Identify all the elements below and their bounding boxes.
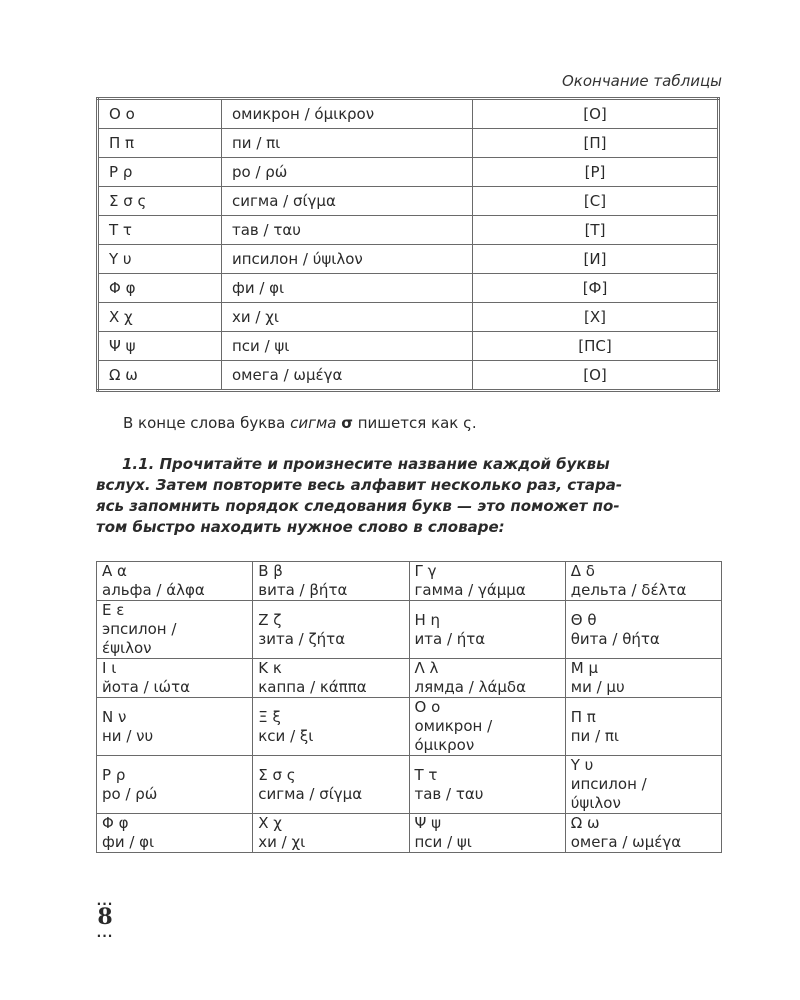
letter-cell bbox=[565, 659, 721, 698]
page-dots-top: ... bbox=[96, 894, 114, 908]
letter-cell bbox=[253, 601, 409, 659]
letter-cell: Υ υ bbox=[98, 245, 222, 274]
letter-cell bbox=[253, 562, 409, 601]
page-dots-bottom: ... bbox=[96, 926, 114, 940]
cell-name: гамма / γάμμα bbox=[414, 581, 526, 599]
letter-cell: Ο ο bbox=[98, 99, 222, 129]
cell-name: лямда / λάμδα bbox=[414, 678, 526, 696]
cell-name: ни / νυ bbox=[102, 726, 154, 745]
table-row bbox=[98, 216, 719, 245]
letter-cell bbox=[253, 659, 409, 698]
letter-cell bbox=[565, 814, 721, 853]
cell-name-cont: όμικρον bbox=[414, 736, 475, 754]
letter-cell: Π π bbox=[98, 129, 222, 158]
page-number-value: 8 bbox=[97, 904, 113, 930]
cell-letter: Ο ο bbox=[414, 698, 441, 716]
cell-letter: Θ θ bbox=[570, 610, 597, 629]
letter-cell bbox=[97, 601, 253, 659]
cell-letter: Α α bbox=[102, 562, 127, 580]
name-cell: ро / ρώ bbox=[222, 158, 473, 187]
table-row bbox=[98, 303, 719, 332]
letter-cell bbox=[97, 562, 253, 601]
note-italic-word: сигма bbox=[290, 414, 337, 432]
cell-name: пси / ψι bbox=[414, 833, 472, 851]
letter-cell bbox=[97, 814, 253, 853]
continuation-label: Окончание таблицы bbox=[561, 72, 722, 90]
cell-letter: Υ υ bbox=[570, 756, 594, 774]
page-number bbox=[94, 894, 116, 940]
sound-cell: [ПС] bbox=[473, 332, 719, 361]
sound-cell: [Т] bbox=[473, 216, 719, 245]
cell-name: зита / ζήτα bbox=[258, 629, 346, 648]
cell-name-cont: ύψιλον bbox=[570, 794, 621, 812]
cell-letter: Η η bbox=[414, 610, 441, 629]
sound-cell: [О] bbox=[473, 99, 719, 129]
cell-letter: Σ σ ς bbox=[258, 765, 296, 784]
letter-cell bbox=[253, 814, 409, 853]
cell-name: вита / βήτα bbox=[258, 581, 348, 599]
cell-letter: Ε ε bbox=[102, 601, 125, 619]
cell-letter: Χ χ bbox=[258, 814, 282, 832]
cell-letter: Λ λ bbox=[414, 659, 439, 677]
cell-letter: Ρ ρ bbox=[102, 765, 126, 784]
cell-letter: Μ μ bbox=[570, 659, 599, 677]
letter-cell bbox=[409, 814, 565, 853]
letter-cell: Χ χ bbox=[98, 303, 222, 332]
cell-name: альфа / άλφα bbox=[102, 581, 205, 599]
exercise-line: 1.1. Прочитайте и произнесите название каждой буквы bbox=[122, 455, 610, 473]
cell-name: кси / ξι bbox=[258, 726, 314, 745]
letter-cell: Ψ ψ bbox=[98, 332, 222, 361]
cell-name: ми / μυ bbox=[570, 678, 625, 696]
letter-cell: Φ φ bbox=[98, 274, 222, 303]
alphabet-grid-table bbox=[96, 561, 722, 853]
cell-name: θита / θήτα bbox=[570, 629, 660, 648]
letter-cell bbox=[565, 562, 721, 601]
table-row bbox=[98, 332, 719, 361]
cell-name: хи / χι bbox=[258, 833, 306, 851]
cell-name: йота / ιώτα bbox=[102, 678, 191, 696]
exercise-line: вслух. Затем повторите весь алфавит несколько раз, стара- bbox=[96, 476, 623, 494]
name-cell: омикрон / όμικρον bbox=[222, 99, 473, 129]
cell-name: фи / φι bbox=[102, 833, 155, 851]
cell-letter: Ι ι bbox=[102, 659, 117, 677]
cell-letter: Φ φ bbox=[102, 814, 129, 832]
alphabet-table-continuation bbox=[96, 97, 720, 392]
table-row bbox=[98, 274, 719, 303]
letter-cell bbox=[97, 659, 253, 698]
cell-name: пи / πι bbox=[570, 726, 620, 745]
letter-cell bbox=[409, 659, 565, 698]
table-row bbox=[98, 245, 719, 274]
exercise-instruction bbox=[96, 454, 720, 538]
letter-cell bbox=[409, 756, 565, 814]
cell-letter: Γ γ bbox=[414, 562, 437, 580]
cell-name: ипсилон / bbox=[570, 775, 647, 793]
table-row bbox=[97, 698, 722, 756]
sound-cell: [П] bbox=[473, 129, 719, 158]
cell-letter: Β β bbox=[258, 562, 283, 580]
sound-cell: [Х] bbox=[473, 303, 719, 332]
table-row bbox=[97, 562, 722, 601]
cell-letter: Ψ ψ bbox=[414, 814, 441, 832]
cell-name: эпсилон / bbox=[102, 620, 177, 638]
cell-name-cont: έψιλον bbox=[102, 639, 152, 657]
cell-letter: Ν ν bbox=[102, 707, 127, 726]
exercise-line: ясь запомнить порядок следования букв — это поможет по- bbox=[96, 497, 620, 515]
letter-cell: Σ σ ς bbox=[98, 187, 222, 216]
sound-cell: [Р] bbox=[473, 158, 719, 187]
name-cell: хи / χι bbox=[222, 303, 473, 332]
table-row bbox=[97, 814, 722, 853]
name-cell: фи / φι bbox=[222, 274, 473, 303]
cell-name: омикрон / bbox=[414, 717, 493, 735]
table-row bbox=[97, 659, 722, 698]
cell-name: ита / ήτα bbox=[414, 629, 486, 648]
cell-name: тав / ταυ bbox=[414, 784, 484, 803]
letter-cell bbox=[565, 601, 721, 659]
sigma-note bbox=[123, 414, 477, 432]
cell-name: дельта / δέλτα bbox=[570, 581, 687, 599]
cell-letter: Δ δ bbox=[570, 562, 595, 580]
cell-letter: Π π bbox=[570, 707, 596, 726]
letter-cell bbox=[565, 698, 721, 756]
table-row bbox=[98, 129, 719, 158]
cell-name: омега / ωμέγα bbox=[570, 833, 682, 851]
name-cell: омега / ωμέγα bbox=[222, 361, 473, 391]
letter-cell bbox=[409, 698, 565, 756]
table-row bbox=[98, 99, 719, 129]
cell-letter: Τ τ bbox=[414, 765, 438, 784]
exercise-line: том быстро находить нужное слово в словаре: bbox=[96, 518, 505, 536]
letter-cell bbox=[409, 562, 565, 601]
name-cell: сигма / σίγμα bbox=[222, 187, 473, 216]
letter-cell: Ρ ρ bbox=[98, 158, 222, 187]
letter-cell: Ω ω bbox=[98, 361, 222, 391]
sound-cell: [О] bbox=[473, 361, 719, 391]
letter-cell bbox=[97, 698, 253, 756]
table-row bbox=[98, 187, 719, 216]
letter-cell bbox=[565, 756, 721, 814]
table-row bbox=[97, 601, 722, 659]
letter-cell: Τ τ bbox=[98, 216, 222, 245]
note-text-after: пишется как ς. bbox=[352, 414, 477, 432]
letter-cell bbox=[97, 756, 253, 814]
table-row bbox=[98, 158, 719, 187]
letter-cell bbox=[253, 698, 409, 756]
sound-cell: [С] bbox=[473, 187, 719, 216]
cell-letter: Ζ ζ bbox=[258, 610, 282, 629]
letter-cell bbox=[253, 756, 409, 814]
cell-letter: Ξ ξ bbox=[258, 707, 281, 726]
table-row bbox=[98, 361, 719, 391]
cell-name: ро / ρώ bbox=[102, 784, 158, 803]
table-row bbox=[97, 756, 722, 814]
name-cell: ипсилон / ύψιλον bbox=[222, 245, 473, 274]
name-cell: пси / ψι bbox=[222, 332, 473, 361]
letter-cell bbox=[409, 601, 565, 659]
name-cell: пи / πι bbox=[222, 129, 473, 158]
note-text-before: В конце слова буква bbox=[123, 414, 291, 432]
name-cell: тав / ταυ bbox=[222, 216, 473, 245]
note-sigma-symbol: σ bbox=[341, 414, 353, 432]
sound-cell: [Ф] bbox=[473, 274, 719, 303]
cell-letter: Κ κ bbox=[258, 659, 282, 677]
cell-letter: Ω ω bbox=[570, 814, 600, 832]
sound-cell: [И] bbox=[473, 245, 719, 274]
cell-name: сигма / σίγμα bbox=[258, 784, 363, 803]
cell-name: каппа / κάππα bbox=[258, 678, 367, 696]
